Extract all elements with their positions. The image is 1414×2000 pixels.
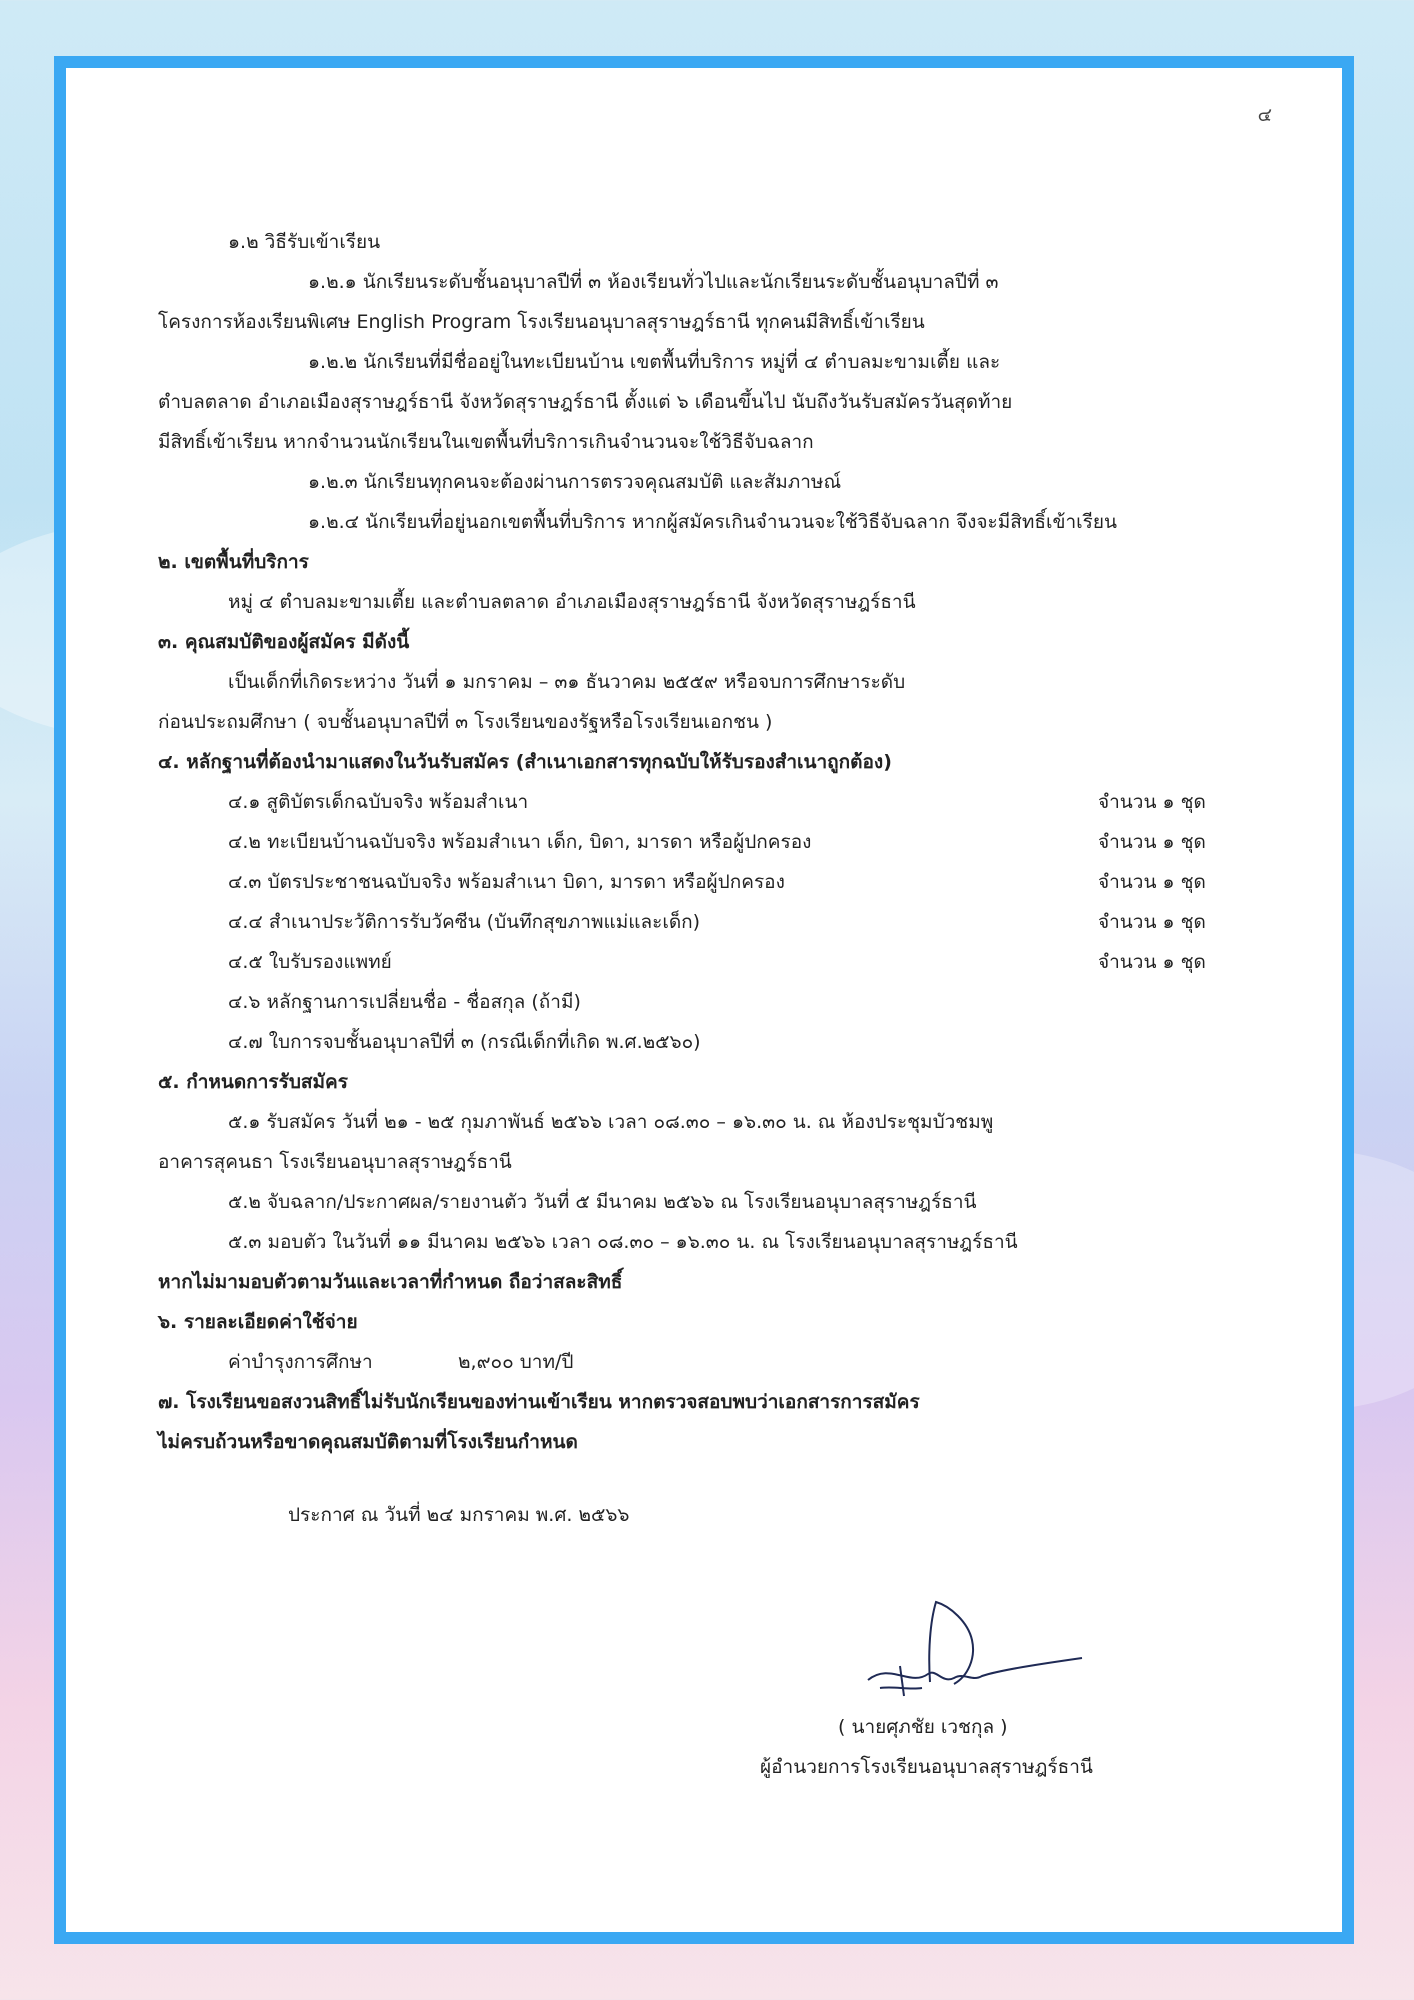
document-item-text: ๔.๕ ใบรับรองแพทย์ [228, 951, 392, 973]
section-5-heading: ๕. กำหนดการรับสมัคร [158, 1071, 348, 1093]
section-3-heading: ๓. คุณสมบัติของผู้สมัคร มีดังนี้ [158, 631, 410, 653]
section-3-line: เป็นเด็กที่เกิดระหว่าง วันที่ ๑ มกราคม – ๓๑ ธันวาคม ๒๕๕๙ หรือจบการศึกษาระดับ [228, 671, 906, 693]
section-1-2-4-line: ๑.๒.๔ นักเรียนที่อยู่นอกเขตพื้นที่บริการ หากผู้สมัครเกินจำนวนจะใช้วิธีจับฉลาก จึงจะมีสิทธิ์เข้าเรียน [308, 511, 1117, 533]
document-item-qty: จำนวน ๑ ชุด [1098, 831, 1206, 853]
document-item-text: ๔.๒ ทะเบียนบ้านฉบับจริง พร้อมสำเนา เด็ก, บิดา, มารดา หรือผู้ปกครอง [228, 831, 812, 853]
fee-row [158, 1342, 1238, 1382]
signatory-name: ( นายศุภชัย เวชกุล ) [838, 1716, 1008, 1738]
document-item-text: ๔.๓ บัตรประชาชนฉบับจริง พร้อมสำเนา บิดา, มารดา หรือผู้ปกครอง [228, 871, 785, 893]
section-5-3-line: ๕.๓ มอบตัว ในวันที่ ๑๑ มีนาคม ๒๕๖๖ เวลา ๐๘.๓๐ – ๑๖.๓๐ น. ณ โรงเรียนอนุบาลสุราษฎร์ธานี [228, 1231, 1018, 1253]
document-body [158, 222, 1238, 1462]
document-item-text: ๔.๑ สูติบัตรเด็กฉบับจริง พร้อมสำเนา [228, 791, 529, 813]
section-1-2-3-line: ๑.๒.๓ นักเรียนทุกคนจะต้องผ่านการตรวจคุณสมบัติ และสัมภาษณ์ [308, 471, 842, 493]
section-1-2-1-line: ๑.๒.๑ นักเรียนระดับชั้นอนุบาลปีที่ ๓ ห้องเรียนทั่วไปและนักเรียนระดับชั้นอนุบาลปีที่ ๓ [308, 271, 999, 293]
document-item [158, 942, 1238, 982]
document-item [158, 862, 1238, 902]
signatory-title: ผู้อำนวยการโรงเรียนอนุบาลสุราษฎร์ธานี [760, 1756, 1093, 1778]
section-1-2-2-line: ๑.๒.๒ นักเรียนที่มีชื่ออยู่ในทะเบียนบ้าน เขตพื้นที่บริการ หมู่ที่ ๔ ตำบลมะขามเตี้ย และ [308, 351, 1001, 373]
section-2-text: หมู่ ๔ ตำบลมะขามเตี้ย และตำบลตลาด อำเภอเมืองสุราษฎร์ธานี จังหวัดสุราษฎร์ธานี [228, 591, 916, 613]
document-item-qty: จำนวน ๑ ชุด [1098, 791, 1206, 813]
section-5-1-line: ๕.๑ รับสมัคร วันที่ ๒๑ - ๒๕ กุมภาพันธ์ ๒๕๖๖ เวลา ๐๘.๓๐ – ๑๖.๓๐ น. ณ ห้องประชุมบัวชมพู [228, 1111, 994, 1133]
announcement-date: ประกาศ ณ วันที่ ๒๔ มกราคม พ.ศ. ๒๕๖๖ [288, 1504, 630, 1526]
fee-label: ค่าบำรุงการศึกษา [228, 1351, 373, 1373]
document-item [158, 982, 1238, 1022]
section-5-2-line: ๕.๒ จับฉลาก/ประกาศผล/รายงานตัว วันที่ ๕ มีนาคม ๒๕๖๖ ณ โรงเรียนอนุบาลสุราษฎร์ธานี [228, 1191, 977, 1213]
section-5-note: หากไม่มามอบตัวตามวันและเวลาที่กำหนด ถือว่าสละสิทธิ์ [158, 1271, 623, 1293]
document-item [158, 1022, 1238, 1062]
document-item-text: ๔.๖ หลักฐานการเปลี่ยนชื่อ - ชื่อสกุล (ถ้ามี) [228, 991, 581, 1013]
page-number: ๔ [1257, 104, 1272, 126]
document-item-text: ๔.๔ สำเนาประวัติการรับวัคซีน (บันทึกสุขภาพแม่และเด็ก) [228, 911, 701, 933]
section-7-line: ไม่ครบถ้วนหรือขาดคุณสมบัติตามที่โรงเรียนกำหนด [158, 1431, 578, 1453]
document-item-qty: จำนวน ๑ ชุด [1098, 951, 1206, 973]
section-5-1-line: อาคารสุคนธา โรงเรียนอนุบาลสุราษฎร์ธานี [158, 1151, 512, 1173]
document-item [158, 902, 1238, 942]
fee-value: ๒,๙๐๐ บาท/ปี [458, 1351, 574, 1373]
document-item [158, 782, 1238, 822]
section-1-2-1-line: โครงการห้องเรียนพิเศษ English Program โรงเรียนอนุบาลสุราษฎร์ธานี ทุกคนมีสิทธิ์เข้าเรียน [158, 311, 925, 333]
document-item [158, 822, 1238, 862]
section-6-heading: ๖. รายละเอียดค่าใช้จ่าย [158, 1311, 358, 1333]
section-2-heading: ๒. เขตพื้นที่บริการ [158, 551, 309, 573]
section-1-2-heading: ๑.๒ วิธีรับเข้าเรียน [228, 231, 381, 253]
section-7-line: ๗. โรงเรียนขอสงวนสิทธิ์ไม่รับนักเรียนของท่านเข้าเรียน หากตรวจสอบพบว่าเอกสารการสมัคร [158, 1391, 920, 1413]
document-item-qty [1098, 982, 1238, 1022]
section-1-2-2-line: มีสิทธิ์เข้าเรียน หากจำนวนนักเรียนในเขตพื้นที่บริการเกินจำนวนจะใช้วิธีจับฉลาก [158, 431, 814, 453]
section-1-2-2-line: ตำบลตลาด อำเภอเมืองสุราษฎร์ธานี จังหวัดสุราษฎร์ธานี ตั้งแต่ ๖ เดือนขึ้นไป นับถึงวันรับสมัครวันสุดท้าย [158, 391, 1013, 413]
document-item-text: ๔.๗ ใบการจบชั้นอนุบาลปีที่ ๓ (กรณีเด็กที่เกิด พ.ศ.๒๕๖๐) [228, 1031, 701, 1053]
signature-image [850, 1592, 1090, 1712]
section-3-line: ก่อนประถมศึกษา ( จบชั้นอนุบาลปีที่ ๓ โรงเรียนของรัฐหรือโรงเรียนเอกชน ) [158, 711, 773, 733]
document-item-qty [1098, 1022, 1238, 1062]
document-item-qty: จำนวน ๑ ชุด [1098, 911, 1206, 933]
section-4-heading: ๔. หลักฐานที่ต้องนำมาแสดงในวันรับสมัคร (สำเนาเอกสารทุกฉบับให้รับรองสำเนาถูกต้อง) [158, 751, 892, 773]
document-item-qty: จำนวน ๑ ชุด [1098, 871, 1206, 893]
